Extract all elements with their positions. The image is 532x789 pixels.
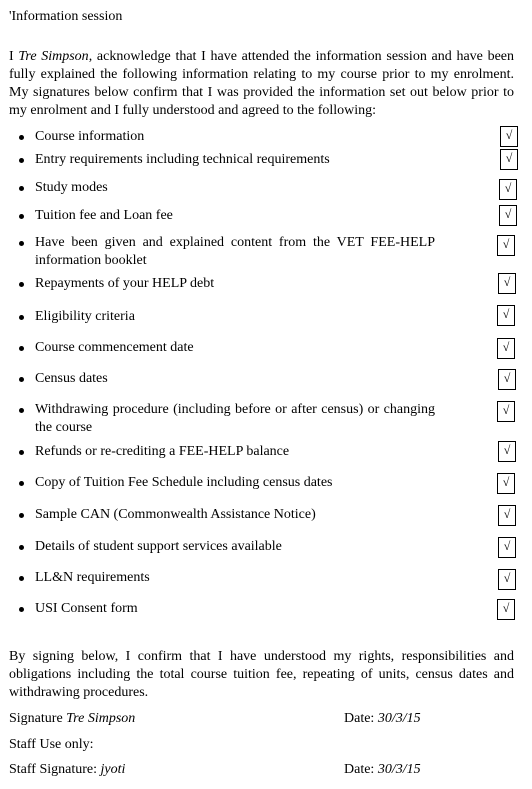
checkbox-tick: √ (498, 369, 516, 390)
signature-date (344, 710, 421, 728)
bullet-icon (19, 346, 24, 351)
checkbox-tick: √ (498, 505, 516, 526)
closing-paragraph: By signing below, I confirm that I have understood my rights, responsibilities and obligations including the total course tuition fee, repeating of units, census dates and withdrawing procedures. (9, 649, 514, 700)
bullet-icon (19, 315, 24, 320)
checklist-item-label: Copy of Tuition Fee Schedule including census dates (35, 475, 333, 490)
checklist-item-label: Entry requirements including technical requirements (35, 152, 330, 167)
checkbox-tick: √ (497, 599, 515, 620)
date-value: 30/3/15 (377, 762, 421, 777)
bullet-icon (19, 186, 24, 191)
bullet-icon (19, 241, 24, 246)
student-signature-row (9, 710, 529, 728)
checkbox-tick: √ (497, 338, 515, 359)
checklist-item-label: Census dates (35, 371, 108, 386)
checkbox-tick: √ (498, 441, 516, 462)
bullet-icon (19, 158, 24, 163)
bullet-icon (19, 135, 24, 140)
checkbox-tick: √ (498, 569, 516, 590)
checkbox-tick: √ (499, 205, 517, 226)
staff-signature-row (9, 761, 529, 779)
checklist-item-label: Repayments of your HELP debt (35, 276, 215, 291)
checkbox-tick: √ (497, 401, 515, 422)
checklist-item-label: Course commencement date (35, 340, 194, 355)
bullet-icon (19, 607, 24, 612)
checkbox-tick: √ (497, 473, 515, 494)
signature-label: Signature (9, 711, 67, 726)
bullet-icon (19, 513, 24, 518)
student-signature: Tre Simpson (66, 711, 136, 726)
bullet-icon (19, 214, 24, 219)
bullet-icon (19, 545, 24, 550)
intro-text: , acknowledge that I have attended the information session and have been fully explained the following information relating to my course prior to my enrolment. My signatures below confirm that I was provided the information set out below prior to my enrolment and I fully understood and agreed to the following: (9, 49, 514, 118)
checkbox-tick: √ (497, 235, 515, 256)
checklist-item-label: Refunds or re-crediting a FEE-HELP balance (35, 444, 290, 459)
staff-signature-date (344, 761, 421, 779)
bullet-icon (19, 282, 24, 287)
section-heading: 'Information session (9, 9, 123, 24)
staff-signature: jyoti (100, 762, 126, 777)
checklist-item-label: USI Consent form (35, 601, 138, 616)
checklist-item-label: Have been given and explained content from the VET FEE-HELP information booklet (35, 235, 435, 268)
date-value: 30/3/15 (377, 711, 421, 726)
bullet-icon (19, 576, 24, 581)
bullet-icon (19, 408, 24, 413)
checklist-item-label: Tuition fee and Loan fee (35, 208, 173, 223)
checklist-item-label: Details of student support services available (35, 539, 282, 554)
date-label: Date: (344, 762, 378, 777)
checklist-item-label: Study modes (35, 180, 108, 195)
checklist-item-label: LL&N requirements (35, 570, 150, 585)
checklist-item-label: Sample CAN (Commonwealth Assistance Notice) (35, 507, 316, 522)
intro-paragraph (9, 48, 514, 120)
checkbox-tick: √ (499, 179, 517, 200)
staff-use-label: Staff Use only: (9, 737, 94, 752)
checklist-item-label: Eligibility criteria (35, 309, 135, 324)
student-name: Tre Simpson (18, 49, 89, 64)
checkbox-tick: √ (498, 273, 516, 294)
intro-prefix: I (9, 49, 19, 64)
checkbox-tick: √ (500, 149, 518, 170)
checklist-item-label: Course information (35, 129, 145, 144)
bullet-icon (19, 377, 24, 382)
checklist-item-label: Withdrawing procedure (including before or after census) or changing the course (35, 402, 435, 435)
staff-signature-label: Staff Signature: (9, 762, 101, 777)
checkbox-tick: √ (500, 126, 518, 147)
checkbox-tick: √ (497, 305, 515, 326)
checkbox-tick: √ (498, 537, 516, 558)
bullet-icon (19, 450, 24, 455)
date-label: Date: (344, 711, 378, 726)
bullet-icon (19, 481, 24, 486)
